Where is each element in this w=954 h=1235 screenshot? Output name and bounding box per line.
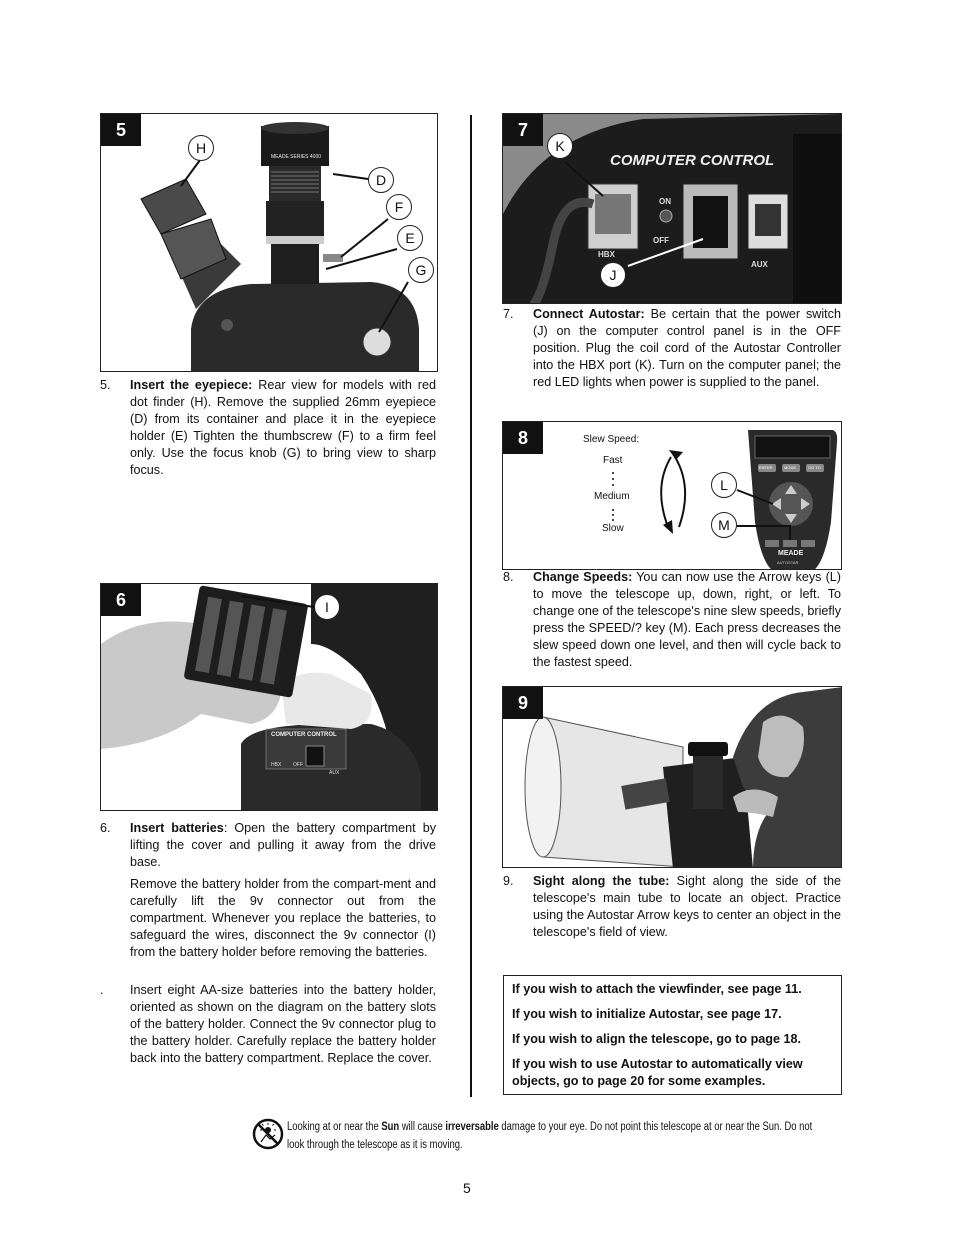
next-step-initialize: If you wish to initialize Autostar, see page 17. xyxy=(512,1007,782,1021)
panel-label-aux: AUX xyxy=(329,770,340,776)
step-number: 8. xyxy=(503,570,514,584)
callout-i: I xyxy=(314,594,340,620)
step-number: . xyxy=(100,983,104,997)
callout-l: L xyxy=(711,472,737,498)
callout-h: H xyxy=(188,135,214,161)
step-title: Change Speeds: xyxy=(533,570,633,584)
step-text: Sight along the side of the telescope's main tube to locate an object. Practice using the Autostar Arrow keys to center an object in the telescope's field of view. xyxy=(533,874,841,939)
aux-label: AUX xyxy=(751,260,768,269)
figure-number: 8 xyxy=(503,422,543,454)
warning-text-pre: Looking at or near the xyxy=(287,1121,382,1133)
step-title: Insert the eyepiece: xyxy=(130,378,253,392)
panel-text: COMPUTER CONTROL xyxy=(610,152,775,169)
callout-k: K xyxy=(547,133,573,159)
step-title: Sight along the tube: xyxy=(533,874,670,888)
hbx-label: HBX xyxy=(598,250,615,259)
sun-warning-text xyxy=(287,1118,820,1154)
panel-label-off: OFF xyxy=(293,762,303,768)
step-number: 9. xyxy=(503,874,514,888)
callout-f: F xyxy=(386,194,412,220)
step-title: Connect Autostar: xyxy=(533,307,645,321)
step-text: : Open the battery compartment by lifting the cover and pulling it away from the drive base. xyxy=(130,821,436,869)
off-label: OFF xyxy=(653,236,669,245)
eyepiece-illustration xyxy=(101,114,438,372)
column-divider xyxy=(470,115,472,1097)
step-number: 5. xyxy=(100,378,111,392)
callout-m: M xyxy=(711,512,737,538)
page-number: 5 xyxy=(463,1180,471,1196)
figure-number: 7 xyxy=(503,114,543,146)
step-text: Be certain that the power switch (J) on the computer control panel is in the OFF position. Plug the coil cord of the Autostar Controller into the HBX port (K). Turn on the computer panel; the red LED lights when power is supplied to the panel. xyxy=(533,307,841,389)
callout-e: E xyxy=(397,225,423,251)
key-goto: GO TO xyxy=(808,465,821,470)
callout-j: J xyxy=(600,262,626,288)
figure-6 xyxy=(100,583,438,811)
figure-9 xyxy=(502,686,842,868)
handbox-model: AUTOSTAR xyxy=(777,560,799,565)
next-step-viewfinder: If you wish to attach the viewfinder, see page 11. xyxy=(512,982,802,996)
eyepiece-brand-text: MEADE SERIES 4000 xyxy=(271,154,322,160)
step-text: Rear view for models with red dot finder (H). Remove the supplied 26mm eyepiece (D) from its container and place it in the eyepiece holder (E) Tighten the thumbscrew (F) to a firm feel only. Use the focus knob (G) to bring view to sharp focus. xyxy=(130,378,436,477)
next-steps-box xyxy=(503,975,842,1095)
figure-8 xyxy=(502,421,842,570)
warning-sun: Sun xyxy=(381,1121,400,1133)
handbox-brand: MEADE xyxy=(778,550,804,557)
key-enter: ENTER xyxy=(759,465,773,470)
battery-illustration xyxy=(101,584,438,811)
speed-fast: Fast xyxy=(603,455,623,466)
step-title: Insert batteries xyxy=(130,821,224,835)
next-step-autostar-view: If you wish to use Autostar to automatically view objects, go to page 20 for some examples. xyxy=(512,1057,803,1088)
warning-text-post: damage to your eye. Do not point this telescope at or near the Sun. Do not look through the telescope as it is moving. xyxy=(287,1121,813,1151)
step-text: You can now use the Arrow keys (L) to move the telescope up, down, right, or left. To change one of the telescope's nine slew speeds, briefly press the SPEED/? key (M). Each press decreases the slew speed down one level, and then will cycle back to the fastest speed. xyxy=(533,570,841,669)
next-step-align: If you wish to align the telescope, go to page 18. xyxy=(512,1032,801,1046)
speed-slow: Slow xyxy=(602,523,624,534)
callout-g: G xyxy=(408,257,434,283)
sighting-illustration xyxy=(503,687,842,868)
sun-warning-icon xyxy=(252,1118,284,1150)
warning-irreversable: irreversable xyxy=(445,1121,499,1133)
step-number: 6. xyxy=(100,821,111,835)
slew-speed-title: Slew Speed: xyxy=(583,434,640,445)
figure-number: 6 xyxy=(101,584,141,616)
figure-number: 9 xyxy=(503,687,543,719)
step-text: Remove the battery holder from the compart-ment and carefully lift the 9v connector out from the compartment. Whenever you replace the batteries, to safeguard the wires, disconnect the 9v connector (I) from the battery holder before removing the batteries. xyxy=(130,877,436,959)
autostar-illustration xyxy=(503,422,842,570)
key-mode: MODE xyxy=(784,465,796,470)
warning-text-mid: will cause xyxy=(399,1121,446,1133)
figure-5 xyxy=(100,113,438,372)
panel-label-hbx: HBX xyxy=(271,762,282,768)
on-label: ON xyxy=(659,197,671,206)
callout-d: D xyxy=(368,167,394,193)
speed-medium: Medium xyxy=(594,491,630,502)
panel-text: COMPUTER CONTROL xyxy=(271,732,337,738)
figure-7 xyxy=(502,113,842,304)
step-number: 7. xyxy=(503,307,514,321)
step-text: Insert eight AA-size batteries into the battery holder, oriented as shown on the diagram on the battery slots of the battery holder. Connect the 9v connector plug to the battery holder. Carefully replace the battery holder back into the battery compartment. Replace the cover. xyxy=(130,983,436,1065)
figure-number: 5 xyxy=(101,114,141,146)
